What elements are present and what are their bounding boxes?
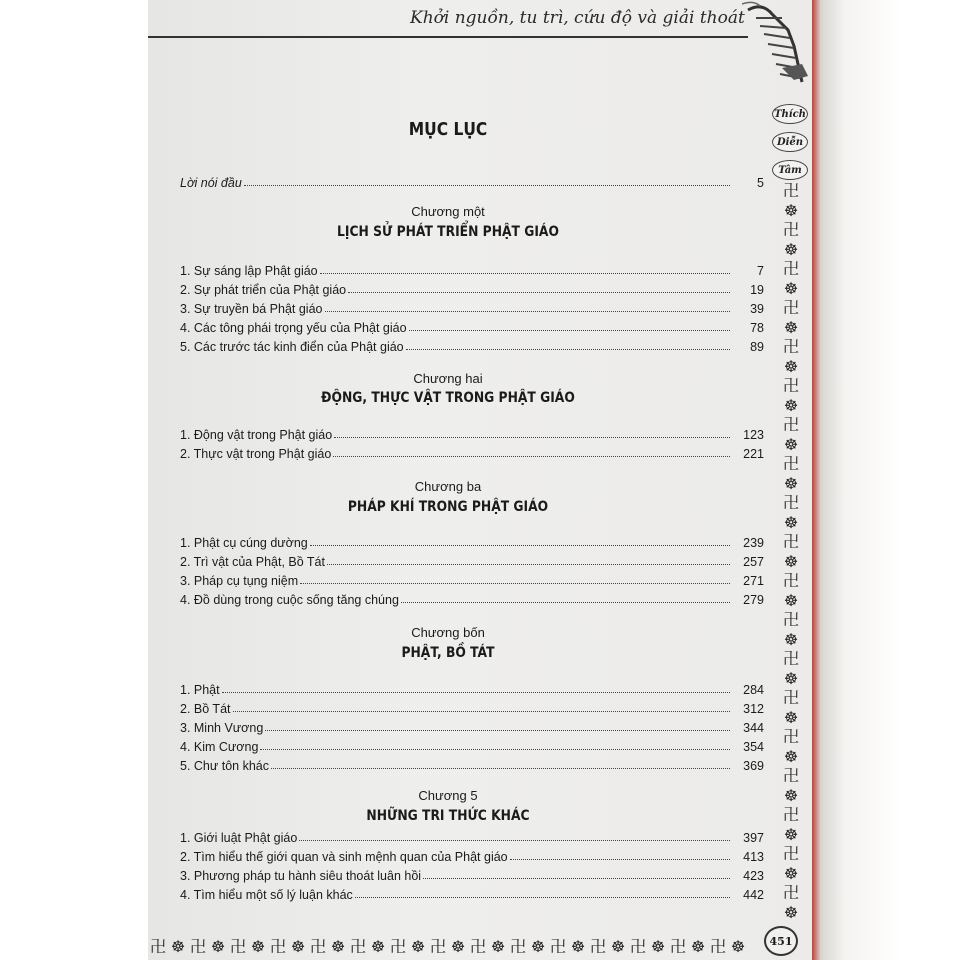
swastika-icon: 卍 [149,939,166,956]
swastika-icon: 卍 [189,939,206,956]
chapter-label: Chương bốn [411,625,485,640]
author-word-badge: Thích [772,104,808,124]
dharma-wheel-icon: ☸ [783,319,799,337]
dharma-wheel-icon: ☸ [783,748,799,766]
toc-entry-page: 369 [743,759,764,773]
dharma-wheel-icon: ☸ [410,939,426,956]
toc-entry [180,443,764,461]
toc-entry [180,884,764,902]
swastika-icon: 卍 [782,261,799,278]
toc-entry [180,846,764,864]
dharma-wheel-icon: ☸ [370,939,386,956]
dharma-wheel-icon: ☸ [783,865,799,883]
dot-leader [310,545,730,546]
toc-entry-label: 2. Thực vật trong Phật giáo [180,447,332,461]
toc-entry-page: 221 [743,447,764,461]
dot-leader [222,692,730,693]
dharma-wheel-icon: ☸ [783,553,799,571]
toc-entry-label: 2. Bồ Tát [180,702,231,716]
dharma-wheel-icon: ☸ [530,939,546,956]
toc-entry [180,698,764,716]
swastika-icon: 卍 [469,939,486,956]
toc-entry-page: 123 [743,428,764,442]
dharma-wheel-icon: ☸ [783,826,799,844]
toc-entry-page: 312 [743,702,764,716]
dharma-wheel-icon: ☸ [783,631,799,649]
toc-entry-page: 39 [750,302,764,316]
toc-entry-label: 2. Tìm hiểu thế giới quan và sinh mệnh quan của Phật giáo [180,850,508,864]
dharma-wheel-icon: ☸ [783,241,799,259]
dot-leader [333,456,730,457]
dot-leader [348,292,730,293]
dharma-wheel-icon: ☸ [783,202,799,220]
swastika-icon: 卍 [782,495,799,512]
dharma-wheel-icon: ☸ [610,939,626,956]
toc-entry-label: 1. Động vật trong Phật giáo [180,428,333,442]
swastika-icon: 卍 [269,939,286,956]
dharma-wheel-icon: ☸ [783,358,799,376]
chapter-title: PHẬT, BỒ TÁT [401,645,495,661]
toc-entry-page: 19 [750,283,764,297]
swastika-icon: 卍 [782,378,799,395]
toc-entry-label: 3. Pháp cụ tụng niệm [180,574,299,588]
toc-entry [180,865,764,883]
dharma-wheel-icon: ☸ [450,939,466,956]
dharma-wheel-icon: ☸ [290,939,306,956]
toc-entry-page: 78 [750,321,764,335]
toc-entry-label: 1. Giới luật Phật giáo [180,831,298,845]
swastika-icon: 卍 [782,222,799,239]
dharma-wheel-icon: ☸ [783,670,799,688]
toc-entry-label: 1. Phật cụ cúng dường [180,536,308,550]
swastika-icon: 卍 [389,939,406,956]
toc-entry [180,717,764,735]
photo-background-right [812,0,960,960]
dot-leader [409,330,730,331]
toc-entry-label: 4. Kim Cương [180,740,259,754]
toc-entry [180,679,764,697]
author-word-badge: Diễn [772,132,808,152]
dot-leader [510,859,730,860]
swastika-icon: 卍 [782,768,799,785]
dharma-wheel-icon: ☸ [783,787,799,805]
chapter-label: Chương 5 [418,788,478,803]
chapter-title: NHỮNG TRI THỨC KHÁC [366,808,530,824]
swastika-icon: 卍 [549,939,566,956]
toc-entry-page: 5 [757,176,764,190]
toc-entry-page: 423 [743,869,764,883]
swastika-icon: 卍 [782,183,799,200]
dharma-wheel-icon: ☸ [490,939,506,956]
toc-entry [180,589,764,607]
dharma-wheel-icon: ☸ [783,475,799,493]
swastika-icon: 卍 [629,939,646,956]
header-rule [148,36,748,38]
toc-entry-label: 4. Đồ dùng trong cuộc sống tăng chúng [180,593,399,607]
toc-entry-page: 284 [743,683,764,697]
toc-entry [180,827,764,845]
toc-entry-label: 3. Minh Vương [180,721,264,735]
dot-leader [327,564,730,565]
dharma-wheel-icon: ☸ [210,939,226,956]
toc-entry-page: 271 [743,574,764,588]
swastika-icon: 卍 [589,939,606,956]
toc-entry-label: Lời nói đầu [180,176,242,190]
swastika-icon: 卍 [349,939,366,956]
toc-entry-label: 1. Sự sáng lập Phật giáo [180,264,318,278]
stairway-ornament-icon [742,0,812,100]
side-author-name [770,104,810,188]
swastika-icon: 卍 [669,939,686,956]
swastika-icon: 卍 [782,534,799,551]
toc-entry-label: 2. Trì vật của Phật, Bồ Tát [180,555,325,569]
toc-entry-label: 4. Tìm hiểu một số lý luận khác [180,888,353,902]
swastika-icon: 卍 [782,456,799,473]
toc-entry-page: 354 [743,740,764,754]
swastika-icon: 卍 [782,729,799,746]
toc-entry [180,424,764,442]
swastika-icon: 卍 [229,939,246,956]
chapter-label: Chương một [411,204,485,219]
toc-entry-label: 4. Các tông phái trọng yếu của Phật giáo [180,321,407,335]
swastika-icon: 卍 [782,651,799,668]
dharma-wheel-icon: ☸ [783,904,799,922]
swastika-icon: 卍 [709,939,726,956]
swastika-icon: 卍 [309,939,326,956]
toc-entry [180,336,764,354]
dot-leader [406,349,730,350]
dot-leader [265,730,730,731]
dot-leader [244,185,730,186]
toc-entry-page: 7 [757,264,764,278]
toc-entry-page: 239 [743,536,764,550]
side-ornament-border [776,182,806,923]
chapter-title: LỊCH SỬ PHÁT TRIỂN PHẬT GIÁO [337,224,559,240]
dharma-wheel-icon: ☸ [650,939,666,956]
dharma-wheel-icon: ☸ [783,592,799,610]
dharma-wheel-icon: ☸ [730,939,746,956]
dot-leader [233,711,731,712]
dot-leader [401,602,730,603]
toc-entry [180,736,764,754]
dharma-wheel-icon: ☸ [783,280,799,298]
toc-entry [180,551,764,569]
swastika-icon: 卍 [782,807,799,824]
toc-entry-page: 344 [743,721,764,735]
swastika-icon: 卍 [782,885,799,902]
dharma-wheel-icon: ☸ [690,939,706,956]
dot-leader [271,768,730,769]
swastika-icon: 卍 [782,612,799,629]
toc-entry [180,755,764,773]
toc-entry [180,298,764,316]
swastika-icon: 卍 [509,939,526,956]
dot-leader [299,840,730,841]
dharma-wheel-icon: ☸ [783,709,799,727]
dot-leader [334,437,730,438]
dharma-wheel-icon: ☸ [250,939,266,956]
dot-leader [260,749,730,750]
toc-entry [180,570,764,588]
dharma-wheel-icon: ☸ [170,939,186,956]
photo-background-left [0,0,148,960]
toc-entry-preface [180,172,764,190]
author-word-badge: Tâm [772,160,808,180]
toc-entry [180,279,764,297]
dharma-wheel-icon: ☸ [570,939,586,956]
dot-leader [355,897,730,898]
toc-title: MỤC LỤC [408,119,488,140]
page-number: 451 [764,926,798,956]
swastika-icon: 卍 [782,339,799,356]
toc-entry-page: 442 [743,888,764,902]
dot-leader [320,273,730,274]
toc-entry-label: 3. Phương pháp tu hành siêu thoát luân hồi [180,869,422,883]
toc-entry-label: 3. Sự truyền bá Phật giáo [180,302,323,316]
swastika-icon: 卍 [782,846,799,863]
toc-entry-label: 2. Sự phát triển của Phật giáo [180,283,347,297]
dharma-wheel-icon: ☸ [783,436,799,454]
toc-entry [180,260,764,278]
toc-entry [180,317,764,335]
toc-entry-label: 5. Chư tôn khác [180,759,269,773]
toc-entry-page: 279 [743,593,764,607]
dot-leader [325,311,731,312]
swastika-icon: 卍 [782,573,799,590]
toc-entry-page: 413 [743,850,764,864]
swastika-icon: 卍 [782,690,799,707]
chapter-title: ĐỘNG, THỰC VẬT TRONG PHẬT GIÁO [321,390,575,406]
running-header: Khởi nguồn, tu trì, cứu độ và giải thoát [410,8,745,28]
toc-entry-page: 89 [750,340,764,354]
dharma-wheel-icon: ☸ [783,397,799,415]
swastika-icon: 卍 [782,300,799,317]
toc-entry-label: 5. Các trước tác kinh điển của Phật giáo [180,340,404,354]
chapter-label: Chương ba [414,479,482,494]
dharma-wheel-icon: ☸ [783,514,799,532]
dot-leader [300,583,730,584]
dharma-wheel-icon: ☸ [330,939,346,956]
toc-entry-page: 397 [743,831,764,845]
swastika-icon: 卍 [782,417,799,434]
swastika-icon: 卍 [429,939,446,956]
chapter-label: Chương hai [413,371,483,386]
toc-entry-label: 1. Phật [180,683,220,697]
dot-leader [423,878,730,879]
bottom-ornament-border [148,934,764,958]
toc-entry [180,532,764,550]
toc-entry-page: 257 [743,555,764,569]
chapter-title: PHÁP KHÍ TRONG PHẬT GIÁO [347,499,549,515]
